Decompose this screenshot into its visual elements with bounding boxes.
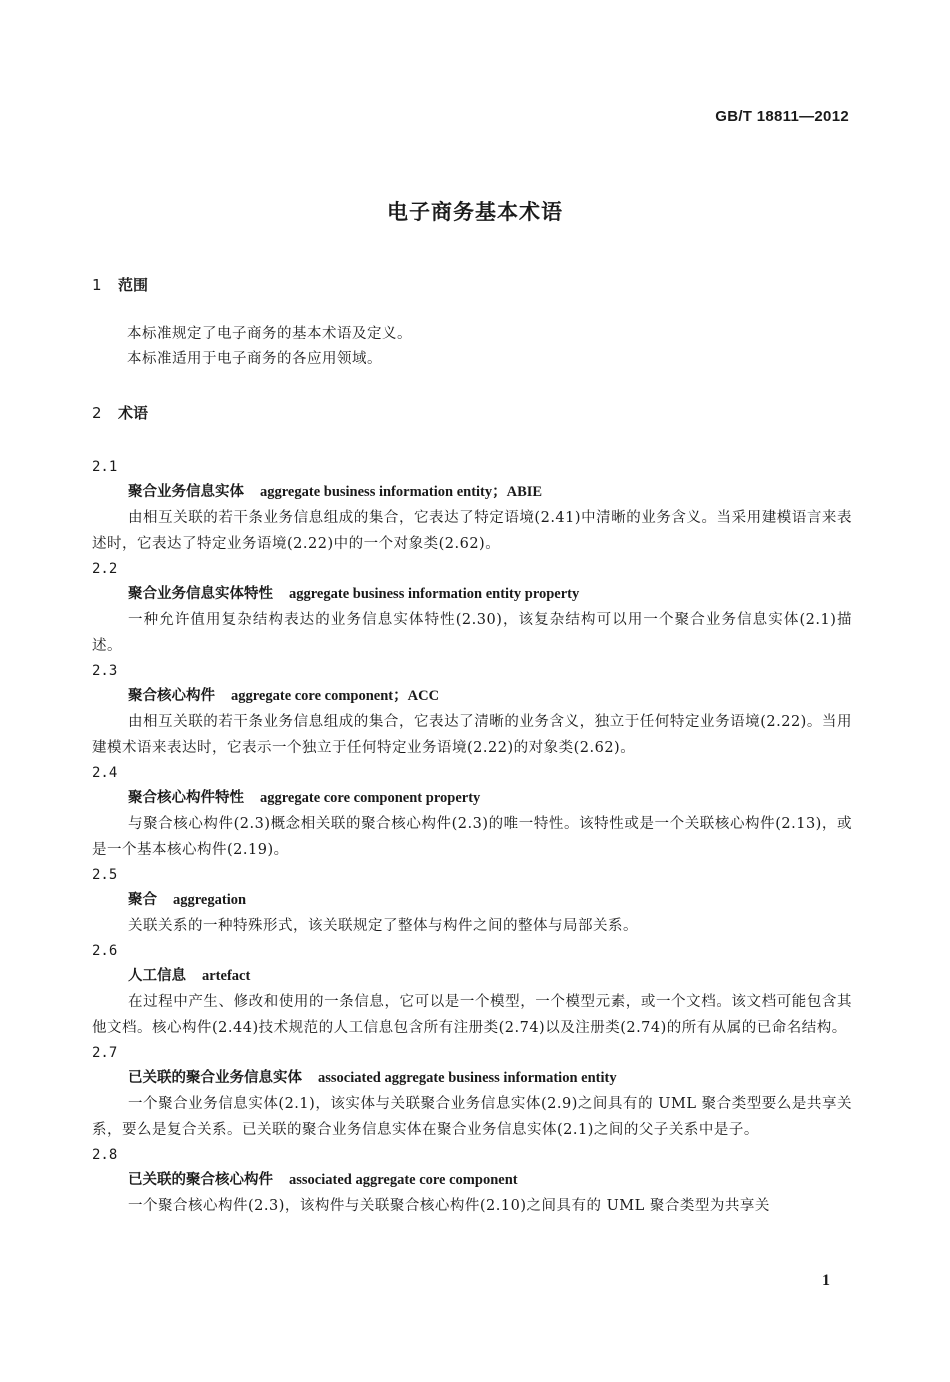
term-chinese: 聚合核心构件特性 xyxy=(128,790,244,806)
term-chinese: 聚合 xyxy=(128,892,157,908)
section-heading-scope xyxy=(92,274,148,295)
standard-code: GB/T 18811—2012 xyxy=(715,108,849,125)
term-title xyxy=(92,1168,852,1193)
term-definition: 一个聚合业务信息实体(2.1)，该实体与关联聚合业务信息实体(2.9)之间具有的 UML 聚合类型要么是共享关系，要么是复合关系。已关联的聚合业务信息实体在聚合业务信息实体(2.1)之间的父子关系中是子。 xyxy=(92,1096,852,1138)
term-number: 2.6 xyxy=(92,943,118,959)
section-number: 2 xyxy=(92,404,102,422)
term-chinese: 聚合核心构件 xyxy=(128,688,215,704)
term-english: aggregation xyxy=(173,892,247,908)
term-chinese: 聚合业务信息实体 xyxy=(128,484,244,500)
page-number: 1 xyxy=(822,1272,830,1289)
term-entry xyxy=(92,455,852,557)
term-definition: 与聚合核心构件(2.3)概念相关联的聚合核心构件(2.3)的唯一特性。该特性或是一个关联核心构件(2.13)，或是一个基本核心构件(2.19)。 xyxy=(92,816,852,858)
term-definition: 由相互关联的若干条业务信息组成的集合，它表达了特定语境(2.41)中清晰的业务含义。当采用建模语言来表述时，它表达了特定业务语境(2.22)中的一个对象类(2.62)。 xyxy=(92,510,852,552)
term-chinese: 聚合业务信息实体特性 xyxy=(128,586,273,602)
term-title xyxy=(92,964,852,989)
term-entry xyxy=(92,939,852,1041)
term-number: 2.5 xyxy=(92,867,118,883)
term-chinese: 已关联的聚合业务信息实体 xyxy=(128,1070,302,1086)
section-heading-terms xyxy=(92,402,148,423)
term-english: associated aggregate core component xyxy=(289,1172,518,1188)
section-number: 1 xyxy=(92,276,102,294)
term-title xyxy=(92,684,852,709)
term-entry xyxy=(92,1041,852,1143)
term-chinese: 人工信息 xyxy=(128,968,186,984)
scope-paragraph: 本标准规定了电子商务的基本术语及定义。 xyxy=(127,326,412,342)
term-title xyxy=(92,888,852,913)
term-english: aggregate business information entity；ABIE xyxy=(260,484,543,500)
term-title xyxy=(92,480,852,505)
section-title: 范围 xyxy=(118,276,149,294)
term-number: 2.2 xyxy=(92,561,118,577)
term-entry xyxy=(92,1143,852,1219)
term-number: 2.8 xyxy=(92,1147,118,1163)
term-english: associated aggregate business information entity xyxy=(318,1070,617,1086)
term-entry xyxy=(92,863,852,939)
term-english: aggregate business information entity property xyxy=(289,586,580,602)
term-entry xyxy=(92,659,852,761)
section-title: 术语 xyxy=(118,404,149,422)
term-title xyxy=(92,786,852,811)
term-english: aggregate core component；ACC xyxy=(231,688,440,704)
terms-list xyxy=(92,455,852,1219)
term-number: 2.3 xyxy=(92,663,118,679)
term-definition: 一个聚合核心构件(2.3)，该构件与关联聚合核心构件(2.10)之间具有的 UML 聚合类型为共享关 xyxy=(128,1198,770,1214)
term-entry xyxy=(92,557,852,659)
term-entry xyxy=(92,761,852,863)
term-number: 2.7 xyxy=(92,1045,118,1061)
term-definition: 关联关系的一种特殊形式，该关联规定了整体与构件之间的整体与局部关系。 xyxy=(128,918,638,934)
term-definition: 由相互关联的若干条业务信息组成的集合，它表达了清晰的业务含义，独立于任何特定业务语境(2.22)。当用建模术语来表达时，它表示一个独立于任何特定业务语境(2.22)的对象类(2.62)。 xyxy=(92,714,852,756)
term-english: aggregate core component property xyxy=(260,790,481,806)
term-number: 2.4 xyxy=(92,765,118,781)
term-english: artefact xyxy=(202,968,251,984)
document-title: 电子商务基本术语 xyxy=(387,200,563,224)
term-title xyxy=(92,1066,852,1091)
term-definition: 在过程中产生、修改和使用的一条信息，它可以是一个模型，一个模型元素，或一个文档。该文档可能包含其他文档。核心构件(2.44)技术规范的人工信息包含所有注册类(2.74)以及注册类(2.74)的所有从属的已命名结构。 xyxy=(92,994,852,1036)
term-number: 2.1 xyxy=(92,459,118,475)
term-chinese: 已关联的聚合核心构件 xyxy=(128,1172,273,1188)
term-title xyxy=(92,582,852,607)
scope-paragraph: 本标准适用于电子商务的各应用领域。 xyxy=(127,351,382,367)
term-definition: 一种允许值用复杂结构表达的业务信息实体特性(2.30)，该复杂结构可以用一个聚合业务信息实体(2.1)描述。 xyxy=(92,612,852,654)
